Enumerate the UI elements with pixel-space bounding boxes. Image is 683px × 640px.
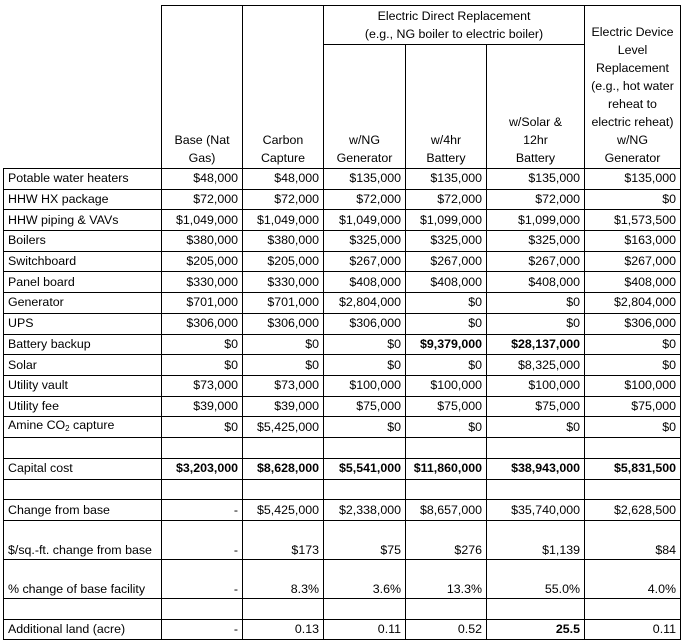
cell-value: 8.3% <box>243 560 324 599</box>
cell-value: $267,000 <box>324 251 406 272</box>
cell-value: $205,000 <box>162 251 243 272</box>
cell-value: $3,203,000 <box>162 458 243 479</box>
cell-value: $100,000 <box>585 375 681 396</box>
cell-value: $330,000 <box>162 272 243 293</box>
cell-value: $276 <box>406 521 487 560</box>
cell-value: $0 <box>406 293 487 314</box>
cell-value: $306,000 <box>162 313 243 334</box>
cell-value: $325,000 <box>324 231 406 252</box>
cell-value: $380,000 <box>162 231 243 252</box>
cell-value: $75,000 <box>406 396 487 417</box>
cell-value: $2,804,000 <box>585 293 681 314</box>
cell-value: $267,000 <box>585 251 681 272</box>
cell-value: $0 <box>162 355 243 376</box>
cell-value: $100,000 <box>406 375 487 396</box>
cell-value: $380,000 <box>243 231 324 252</box>
row-label: Solar <box>4 355 162 376</box>
cell-value: $330,000 <box>243 272 324 293</box>
row-label: Boilers <box>4 231 162 252</box>
cell-value: $701,000 <box>243 293 324 314</box>
row-label: Panel board <box>4 272 162 293</box>
cell-value: $325,000 <box>487 231 585 252</box>
cell-value: $100,000 <box>324 375 406 396</box>
cell-value: $72,000 <box>324 189 406 210</box>
table-row <box>4 396 681 417</box>
table-row <box>4 334 681 355</box>
row-label: Potable water heaters <box>4 169 162 190</box>
cell-value: - <box>162 560 243 599</box>
table-row <box>4 272 681 293</box>
cell-value: $0 <box>162 334 243 355</box>
row-label-prefix: Amine CO <box>8 418 66 433</box>
cell-value: $1,573,500 <box>585 210 681 231</box>
cell-value: $1,049,000 <box>243 210 324 231</box>
cell-value: $72,000 <box>162 189 243 210</box>
row-label: Generator <box>4 293 162 314</box>
cell-value: $325,000 <box>406 231 487 252</box>
cell-value: $135,000 <box>406 169 487 190</box>
cell-value: $72,000 <box>487 189 585 210</box>
row-label: Capital cost <box>4 458 162 479</box>
header-ng-generator: w/NG Generator <box>324 45 406 169</box>
cell-value: $5,425,000 <box>243 500 324 521</box>
cell-value: $73,000 <box>162 375 243 396</box>
cell-value: $135,000 <box>487 169 585 190</box>
cell-value: - <box>162 521 243 560</box>
cell-value: $2,804,000 <box>324 293 406 314</box>
cell-value: 0.13 <box>243 619 324 640</box>
cell-value: $72,000 <box>406 189 487 210</box>
table-row <box>4 375 681 396</box>
cell-value-highlight: $28,137,000 <box>487 334 585 355</box>
cell-value: $48,000 <box>162 169 243 190</box>
cell-value: 3.6% <box>324 560 406 599</box>
cell-value: $701,000 <box>162 293 243 314</box>
cell-value: $72,000 <box>243 189 324 210</box>
cell-value: $135,000 <box>324 169 406 190</box>
row-label-suffix: capture <box>69 418 115 433</box>
cell-value: $84 <box>585 521 681 560</box>
row-label: HHW HX package <box>4 189 162 210</box>
cell-value: $0 <box>487 313 585 334</box>
table-row <box>4 293 681 314</box>
header-group-line1: Electric Direct Replacement <box>377 9 531 23</box>
additional-land-row <box>4 619 681 640</box>
cell-value: $205,000 <box>243 251 324 272</box>
cell-value: $306,000 <box>243 313 324 334</box>
table-row <box>4 210 681 231</box>
cell-value: $0 <box>243 355 324 376</box>
cell-value: $5,425,000 <box>243 417 324 438</box>
cell-value: $267,000 <box>487 251 585 272</box>
cell-value: $48,000 <box>243 169 324 190</box>
cell-value: 0.11 <box>324 619 406 640</box>
cell-value: $100,000 <box>487 375 585 396</box>
cell-value: $75,000 <box>324 396 406 417</box>
cell-value: $0 <box>487 293 585 314</box>
cell-value: $267,000 <box>406 251 487 272</box>
cell-value: $39,000 <box>162 396 243 417</box>
cell-value: $1,049,000 <box>324 210 406 231</box>
cell-value: $1,139 <box>487 521 585 560</box>
cell-value: $1,049,000 <box>162 210 243 231</box>
header-carbon-capture: Carbon Capture <box>243 6 324 169</box>
cell-value: $163,000 <box>585 231 681 252</box>
cell-value: $135,000 <box>585 169 681 190</box>
header-base-nat-gas: Base (Nat Gas) <box>162 6 243 169</box>
cost-comparison-table <box>3 5 681 640</box>
header-group-line2: (e.g., NG boiler to electric boiler) <box>364 27 544 41</box>
cell-value: $0 <box>243 334 324 355</box>
row-label: Change from base <box>4 500 162 521</box>
capital-cost-row <box>4 458 681 479</box>
cell-value: 4.0% <box>585 560 681 599</box>
table-row <box>4 169 681 190</box>
cell-value: $0 <box>324 417 406 438</box>
cell-value: 0.52 <box>406 619 487 640</box>
cell-value: $2,628,500 <box>585 500 681 521</box>
table-row <box>4 313 681 334</box>
cell-value: $75 <box>324 521 406 560</box>
cell-value: $2,338,000 <box>324 500 406 521</box>
cell-value: 13.3% <box>406 560 487 599</box>
cell-value: $1,099,000 <box>406 210 487 231</box>
cell-value: $408,000 <box>406 272 487 293</box>
cell-value: $8,325,000 <box>487 355 585 376</box>
cell-value: $73,000 <box>243 375 324 396</box>
cell-value: $408,000 <box>585 272 681 293</box>
per-sqft-change-row <box>4 521 681 560</box>
header-corner <box>4 6 162 169</box>
cell-value: $306,000 <box>324 313 406 334</box>
spacer-row <box>4 438 681 459</box>
cell-value: $0 <box>585 355 681 376</box>
row-label: $/sq.-ft. change from base <box>4 521 162 560</box>
cell-value: $39,000 <box>243 396 324 417</box>
spacer-row <box>4 479 681 500</box>
spacer-row <box>4 599 681 620</box>
table-row <box>4 189 681 210</box>
cell-value: $0 <box>324 334 406 355</box>
row-label: Switchboard <box>4 251 162 272</box>
cell-value: $0 <box>585 189 681 210</box>
cell-value: $0 <box>487 417 585 438</box>
cell-value: $0 <box>162 417 243 438</box>
row-label: % change of base facility <box>4 560 162 599</box>
cell-value: $1,099,000 <box>487 210 585 231</box>
row-label: Additional land (acre) <box>4 619 162 640</box>
cell-value: $0 <box>406 313 487 334</box>
table-row <box>4 417 681 438</box>
table-row <box>4 251 681 272</box>
cell-value: - <box>162 619 243 640</box>
row-label: Battery backup <box>4 334 162 355</box>
cell-value: $306,000 <box>585 313 681 334</box>
cell-value: $35,740,000 <box>487 500 585 521</box>
cell-value: $0 <box>406 417 487 438</box>
cell-value: $0 <box>585 334 681 355</box>
cell-value: - <box>162 500 243 521</box>
header-solar-12hr-battery: w/Solar & 12hr Battery <box>487 45 585 169</box>
cell-value: 0.11 <box>585 619 681 640</box>
cell-value: $0 <box>324 355 406 376</box>
header-4hr-battery: w/4hr Battery <box>406 45 487 169</box>
cell-value-highlight: $9,379,000 <box>406 334 487 355</box>
table-row <box>4 355 681 376</box>
header-electric-device-level: Electric Device Level Replacement (e.g., hot water reheat to electric reheat) w/NG Generator <box>585 6 681 169</box>
cell-value: 55.0% <box>487 560 585 599</box>
row-label-subscript: 2 <box>65 424 70 434</box>
cell-value: $8,657,000 <box>406 500 487 521</box>
cell-value: $5,541,000 <box>324 458 406 479</box>
cell-value: $5,831,500 <box>585 458 681 479</box>
cell-value: $38,943,000 <box>487 458 585 479</box>
pct-change-row <box>4 560 681 599</box>
change-from-base-row <box>4 500 681 521</box>
row-label: HHW piping & VAVs <box>4 210 162 231</box>
cell-value: $11,860,000 <box>406 458 487 479</box>
cell-value: $0 <box>585 417 681 438</box>
cell-value: $408,000 <box>324 272 406 293</box>
row-label: Utility vault <box>4 375 162 396</box>
cell-value: $75,000 <box>487 396 585 417</box>
cell-value: $8,628,000 <box>243 458 324 479</box>
row-label: Utility fee <box>4 396 162 417</box>
table-row <box>4 231 681 252</box>
cell-value: $0 <box>406 355 487 376</box>
row-label: UPS <box>4 313 162 334</box>
cell-value: $408,000 <box>487 272 585 293</box>
cell-value-highlight: 25.5 <box>487 619 585 640</box>
row-label <box>4 417 162 438</box>
cell-value: $75,000 <box>585 396 681 417</box>
header-group-electric-direct <box>324 6 585 45</box>
header-row-groups <box>4 6 681 45</box>
cell-value: $173 <box>243 521 324 560</box>
